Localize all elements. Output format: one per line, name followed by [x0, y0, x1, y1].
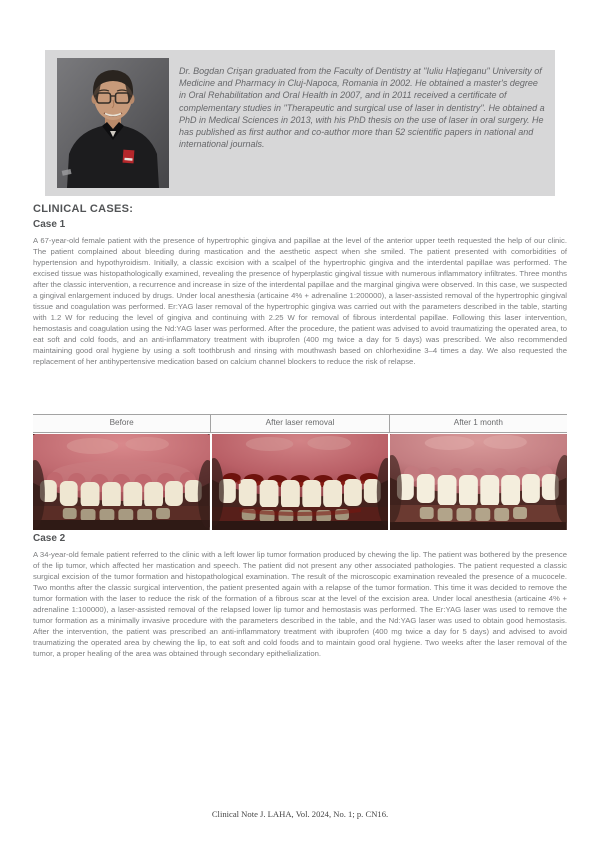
author-bio-text: Dr. Bogdan Crişan graduated from the Faculty of Dentistry at "Iuliu Haţieganu" University of Medicine and Pharmacy in Cluj-Napoca, Romania in 2002. He obtained a master's degree in Oral Rehabilitation and Oral Health in 2007, and in 2011 received a certificate of complementary studies in "Therapeutic and surgical use of laser in dentistry". He obtained a PhD in Medical Sciences in 2013, with his PhD thesis on the use of laser in oral surgery. He has published as first author and co-author more than 52 scientific papers in national and international journals.	[179, 66, 545, 150]
author-bio-box	[45, 50, 555, 196]
portrait-illustration	[57, 58, 169, 188]
figure-header-row	[33, 414, 567, 433]
case2-body-text: A 34-year-old female patient referred to the clinic with a left lower lip tumor formation produced by chewing the lip. The patient was bothered by the presence of the lip tumor, which affected her mastication and speech. The patient did not present any other associated pathologies. The patient requested a classic surgical excision of the tumor formation and histopathological examination. The result of the microscopic examination revealed the presence of a mucocele. Two months after the classic surgical intervention, the patient presented again with a relapse of the tumor formation. This time it was decided to remove the tumor formation with the laser to reduce the risk of the formation of a fibrous scar at the level of the excision area. Under local anesthesia (articaine 4% + adrenaline 1:100000), a laser-assisted removal of the relapsed lower lip tumor and hemostasis was performed. The Er:YAG laser was used to remove the tumor formation as a minimally invasive procedure with the parameters described in the table, and the Nd:YAG laser was used to obtain good hemostasis. After the intervention, the patient was prescribed an anti-inflammatory treatment with ibuprofen (400 mg twice a day for 5 days) and advised to avoid traumatizing the operated area by chewing the lip, to eat soft and cold foods and to maintain good oral hygiene. Two weeks after the laser removal of the tumor, a proper healing of the area was obtained through secondary epithelialization.	[33, 550, 567, 658]
intraoral-photo-after-laser-removal	[212, 434, 389, 530]
case1-heading: Case 1	[33, 219, 66, 230]
figure-label-after-1-month: After 1 month	[389, 415, 567, 432]
author-portrait-photo	[57, 58, 169, 188]
clinical-cases-heading: CLINICAL CASES:	[33, 203, 134, 215]
clinical-figure	[33, 414, 567, 530]
intraoral-photo-before	[33, 434, 210, 530]
figure-label-before: Before	[109, 418, 134, 427]
intraoral-photo-after-1-month	[390, 434, 567, 530]
case2-heading: Case 2	[33, 533, 66, 544]
figure-label-after-laser-removal: After laser removal	[210, 415, 388, 432]
figure-image-row	[33, 434, 567, 530]
page-footer: Clinical Note J. LAHA, Vol. 2024, No. 1; p. CN16.	[211, 809, 389, 819]
case1-body-text: A 67-year-old female patient with the presence of hypertrophic gingiva and papillae at the level of the anterior upper teeth requested the help of our clinic. The patient complained about bleeding during mastication and the aesthetic aspect when she smiled. The patient presented with comorbidities of hypertension and hypothyroidism. Initially, a classic excision with a scalpel of the hypertrophic gingiva and the interdental papillae was performed. The excised tissue was histopathologically examined, revealing the presence of hyperplastic gingival tissue with numerous inflammatory infiltrates. Three months after the classic intervention, a recurrence and increase in size of the interdental papillae and the marginal gingiva were observed. In this case, we suspected a gingival enlargement induced by drugs. Under local anesthesia (articaine 4% + adrenaline 1:200000), a laser-assisted removal of the hypertrophic gingival tissue and coagulation was performed. Er:YAG laser removal of the hypertrophic gingiva was carried out with the parameters described in the table, starting with 1.2 W for reducing the level of gingiva and continuing with 2.25 W for removal of fibrous interdental papillae. Following this laser intervention, hemostasis and coagulation using the Nd:YAG laser was performed. After the procedure, the patient was advised to avoid traumatizing the operated area, to eat soft and cold foods, and an anti-inflammatory treatment with ibuprofen (400 mg twice a day for 5 days) was prescribed. We also recommended maintaining good oral hygiene by using a soft toothbrush and rinsing with mouthwash based on chlorhexidine 3–4 times a day. We also requested the replacement of her antihypertensive medication based on calcium channel blockers to reduce the risk of relapse.	[33, 236, 567, 366]
